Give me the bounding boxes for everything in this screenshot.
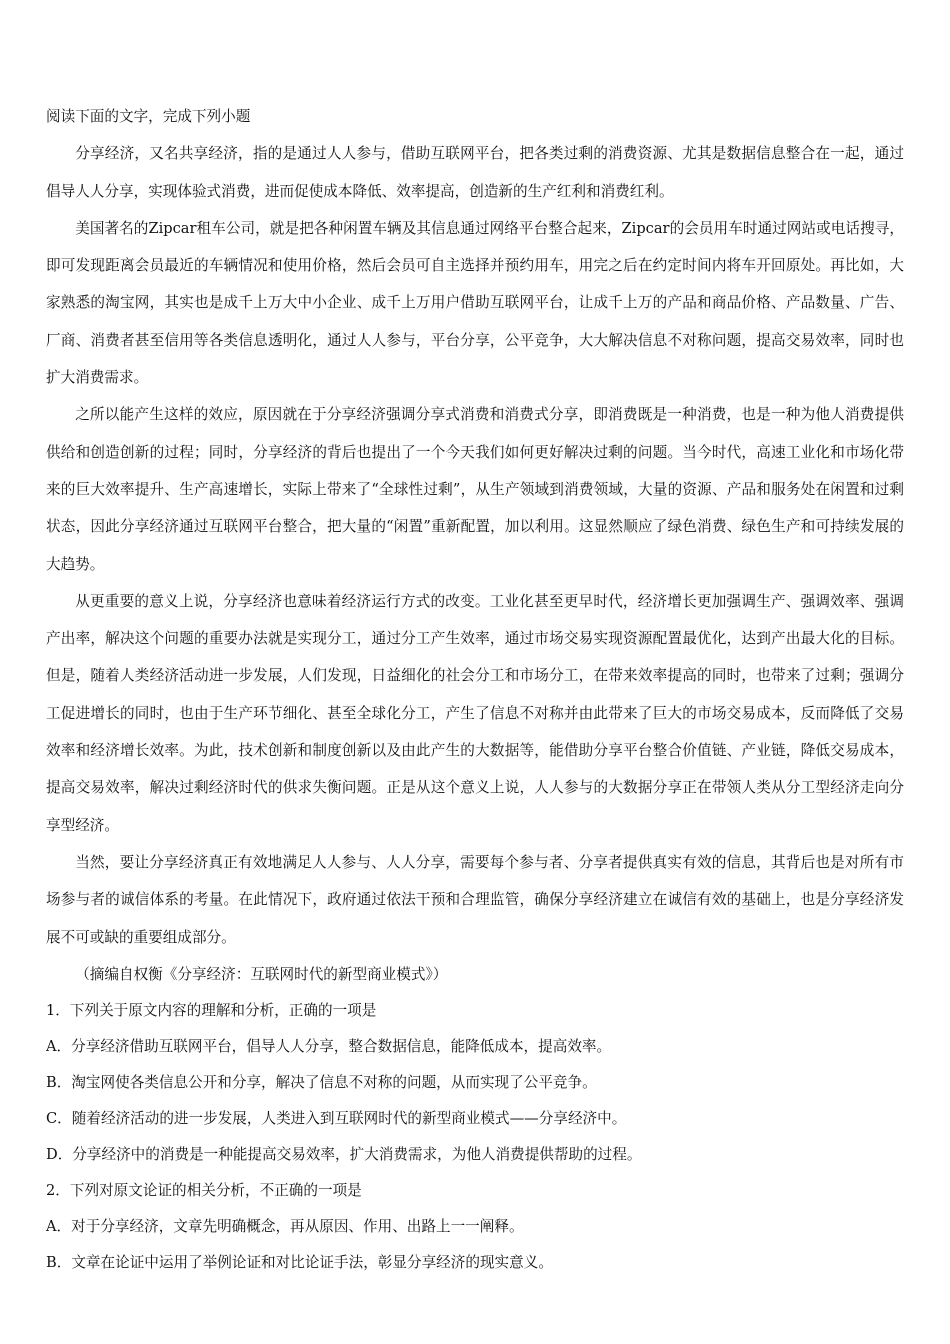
question-1-option-d: D．分享经济中的消费是一种能提高交易效率，扩大消费需求，为他人消费提供帮助的过程。 <box>46 1146 642 1164</box>
paragraph-definition: 分享经济，又名共享经济，指的是通过人人参与，借助互联网平台，把各类过剩的消费资源、尤其是数据信息整合在一起，通过倡导人人分享，实现体验式消费，进而促使成本降低、效率提高，创造新的生产红利和消费红利。 <box>46 145 904 200</box>
question-1-stem: 1．下列关于原文内容的理解和分析，正确的一项是 <box>46 1002 377 1020</box>
paragraph-conclusion: 当然，要让分享经济真正有效地满足人人参与、人人分享，需要每个参与者、分享者提供真实有效的信息，其背后也是对所有市场参与者的诚信体系的考量。在此情况下，政府通过依法干预和合理监管，确保分享经济建立在诚信有效的基础上，也是分享经济发展不可或缺的重要组成部分。 <box>46 853 904 946</box>
document-page <box>46 98 904 1281</box>
question-2-stem: 2．下列对原文论证的相关分析，不正确的一项是 <box>46 1182 362 1200</box>
paragraph-reasons: 之所以能产生这样的效应，原因就在于分享经济强调分享式消费和消费式分享，即消费既是一种消费，也是一种为他人消费提供供给和创造创新的过程；同时，分享经济的背后也提出了一个今天我们如何更好解决过剩的问题。当今时代，高速工业化和市场化带来的巨大效率提升、生产高速增长，实际上带来了“全球性过剩”，从生产领域到消费领域，大量的资源、产品和服务处在闲置和过剩状态，因此分享经济通过互联网平台整合，把大量的“闲置”重新配置，加以利用。这显然顺应了绿色消费、绿色生产和可持续发展的大趋势。 <box>46 406 904 573</box>
reading-instruction: 阅读下面的文字，完成下列小题 <box>46 108 251 125</box>
question-2-option-a: A．对于分享经济，文章先明确概念，再从原因、作用、出路上一一阐释。 <box>46 1218 524 1236</box>
question-1-option-b: B．淘宝网使各类信息公开和分享，解决了信息不对称的问题，从而实现了公平竞争。 <box>46 1074 597 1092</box>
paragraph-examples: 美国著名的Zipcar租车公司，就是把各种闲置车辆及其信息通过网络平台整合起来，Zipcar的会员用车时通过网站或电话搜寻，即可发现距离会员最近的车辆情况和使用价格，然后会员可自主选择并预约用车，用完之后在约定时间内将车开回原处。再比如，大家熟悉的淘宝网，其实也是成千上万大中小企业、成千上万用户借助互联网平台，让成千上万的产品和商品价格、产品数量、广告、厂商、消费者甚至信用等各类信息透明化，通过人人参与，平台分享，公平竞争，大大解决信息不对称问题，提高交易效率，同时也扩大消费需求。 <box>46 219 904 387</box>
question-2-option-b: B．文章在论证中运用了举例论证和对比论证手法，彰显分享经济的现实意义。 <box>46 1254 553 1272</box>
paragraph-significance: 从更重要的意义上说，分享经济也意味着经济运行方式的改变。工业化甚至更早时代，经济增长更加强调生产、强调效率、强调产出率，解决这个问题的重要办法就是实现分工，通过分工产生效率，通过市场交易实现资源配置最优化，达到产出最大化的目标。但是，随着人类经济活动进一步发展，人们发现，日益细化的社会分工和市场分工，在带来效率提高的同时，也带来了过剩；强调分工促进增长的同时，也由于生产环节细化、甚至全球化分工，产生了信息不对称并由此带来了巨大的市场交易成本，反而降低了交易效率和经济增长效率。为此，技术创新和制度创新以及由此产生的大数据等，能借助分享平台整合价值链、产业链，降低交易成本，提高交易效率，解决过剩经济时代的供求失衡问题。正是从这个意义上说，人人参与的大数据分享正在带领人类从分工型经济走向分享型经济。 <box>46 592 904 834</box>
source-citation: （摘编自权衡《分享经济：互联网时代的新型商业模式》） <box>75 965 448 983</box>
question-1-option-c: C．随着经济活动的进一步发展，人类进入到互联网时代的新型商业模式——分享经济中。 <box>46 1110 627 1128</box>
question-1-option-a: A．分享经济借助互联网平台，倡导人人分享，整合数据信息，能降低成本，提高效率。 <box>46 1038 612 1056</box>
